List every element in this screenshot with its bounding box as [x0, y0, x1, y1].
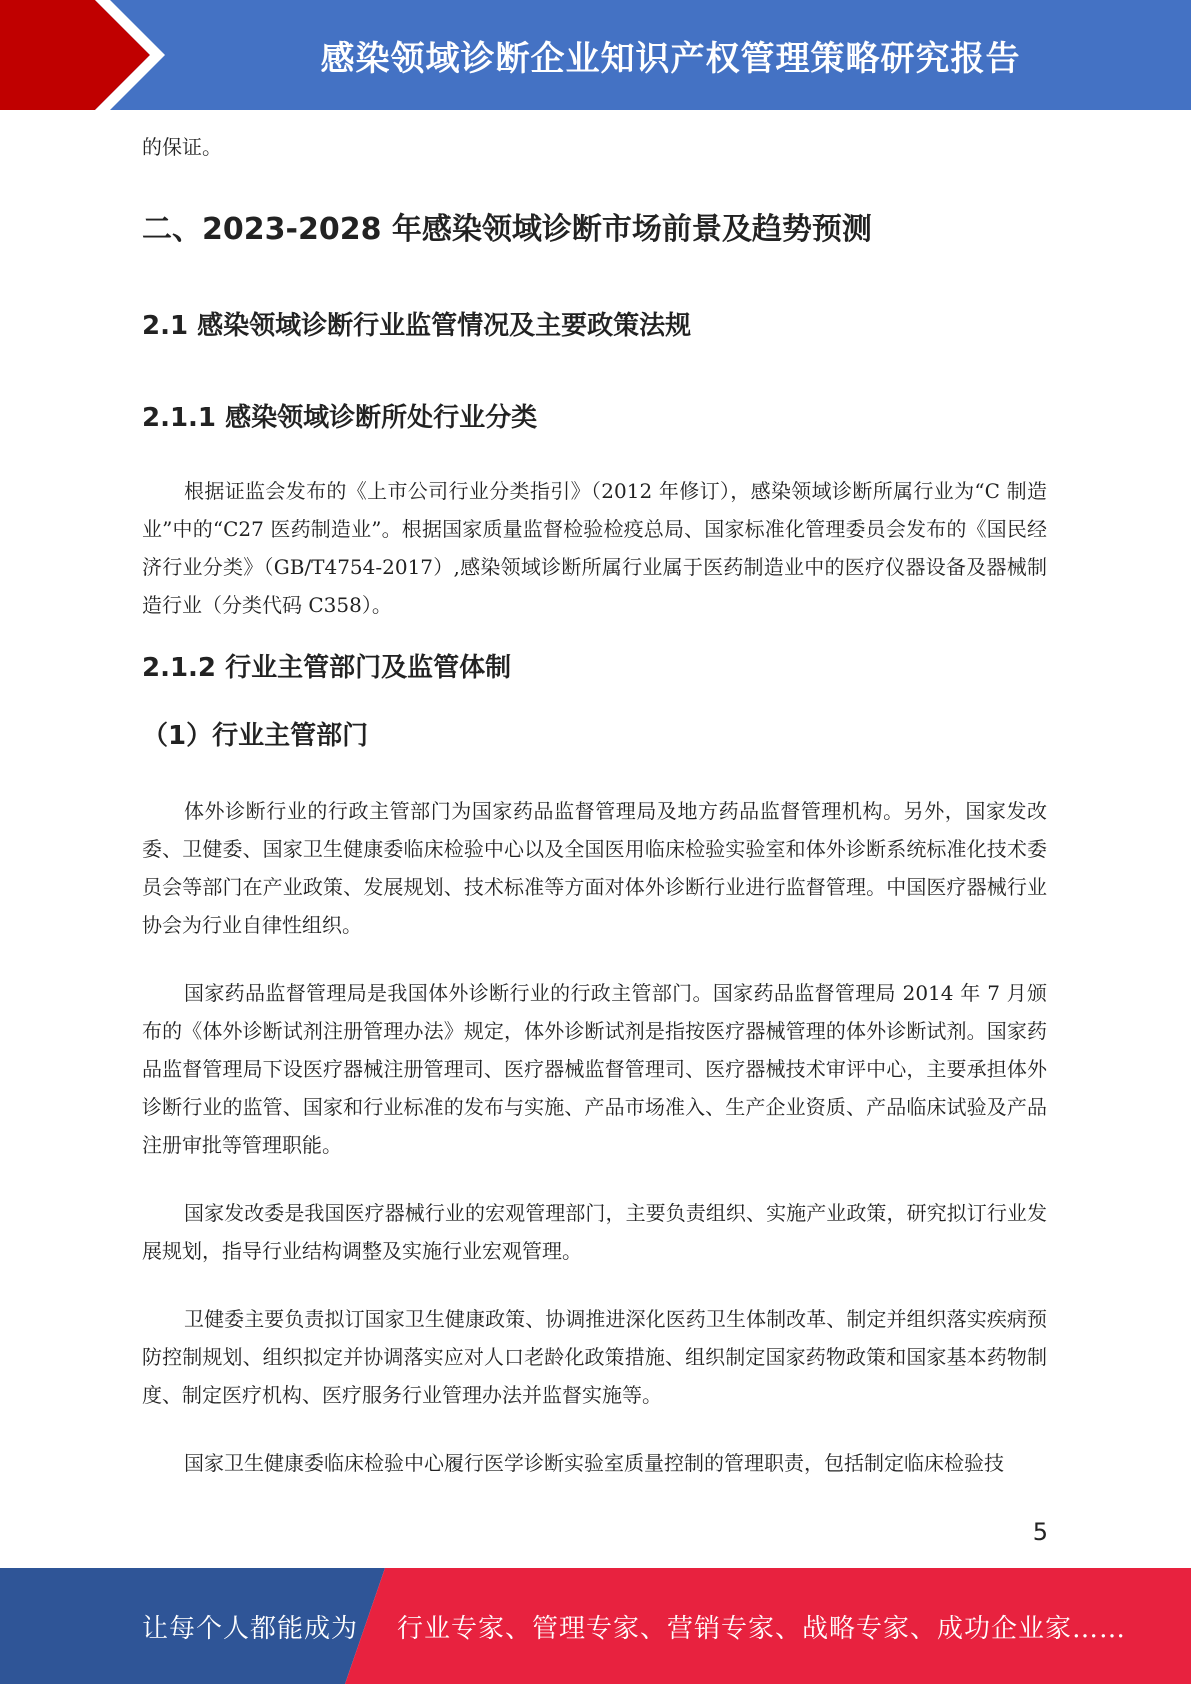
intro-tail: 的保证。	[142, 135, 222, 159]
paragraph-classification: 根据证监会发布的《上市公司行业分类指引》（2012 年修订），感染领域诊断所属行业为“C 制造业”中的“C27 医药制造业”。根据国家质量监督检验检疫总局、国家标准化管理委员会发布的《国民经济行业分类》（GB/T4754-2017）,感染领域诊断所属行业属于医药制造业中的医疗仪器设备及器械制造行业（分类代码 C358）。	[142, 479, 1047, 617]
paragraph-department-2: 国家药品监督管理局是我国体外诊断行业的行政主管部门。国家药品监督管理局 2014 年 7 月颁布的《体外诊断试剂注册管理办法》规定，体外诊断试剂是指按医疗器械管理的体外诊断试剂。国家药品监督管理局下设医疗器械注册管理司、医疗器械监督管理司、医疗器械技术审评中心，主要承担体外诊断行业的监管、国家和行业标准的发布与实施、产品市场准入、生产企业资质、产品临床试验及产品注册审批等管理职能。	[142, 981, 1047, 1157]
subsection-2-1: 2.1 感染领域诊断行业监管情况及主要政策法规	[142, 311, 692, 341]
subsection-2-1-1: 2.1.1 感染领域诊断所处行业分类	[142, 403, 538, 433]
footer-banner	[0, 1568, 1191, 1684]
paragraph-department-5: 国家卫生健康委临床检验中心履行医学诊断实验室质量控制的管理职责，包括制定临床检验技	[184, 1451, 1004, 1475]
footer-slogan-right: 行业专家、管理专家、营销专家、战略专家、成功企业家……	[397, 1613, 1127, 1644]
subsection-2-1-2: 2.1.2 行业主管部门及监管体制	[142, 653, 512, 683]
page-number: 5	[1032, 1518, 1048, 1546]
page-content	[142, 128, 1047, 1482]
paragraph-department-1: 体外诊断行业的行政主管部门为国家药品监督管理局及地方药品监督管理机构。另外，国家发改委、卫健委、国家卫生健康委临床检验中心以及全国医用临床检验实验室和体外诊断系统标准化技术委员会等部门在产业政策、发展规划、技术标准等方面对体外诊断行业进行监督管理。中国医疗器械行业协会为行业自律性组织。	[142, 799, 1047, 937]
paragraph-department-4: 卫健委主要负责拟订国家卫生健康政策、协调推进深化医药卫生体制改革、制定并组织落实疾病预防控制规划、组织拟定并协调落实应对人口老龄化政策措施、组织制定国家药物政策和国家基本药物制度、制定医疗机构、医疗服务行业管理办法并监督实施等。	[142, 1307, 1047, 1407]
report-title: 感染领域诊断企业知识产权管理策略研究报告	[320, 38, 1021, 79]
heading-industry-department: （1）行业主管部门	[142, 721, 369, 751]
header-banner	[0, 0, 1191, 110]
paragraph-department-3: 国家发改委是我国医疗器械行业的宏观管理部门，主要负责组织、实施产业政策，研究拟订行业发展规划，指导行业结构调整及实施行业宏观管理。	[142, 1201, 1047, 1263]
footer-slogan-left: 让每个人都能成为	[142, 1613, 359, 1644]
section-title: 二、2023-2028 年感染领域诊断市场前景及趋势预测	[142, 212, 872, 247]
